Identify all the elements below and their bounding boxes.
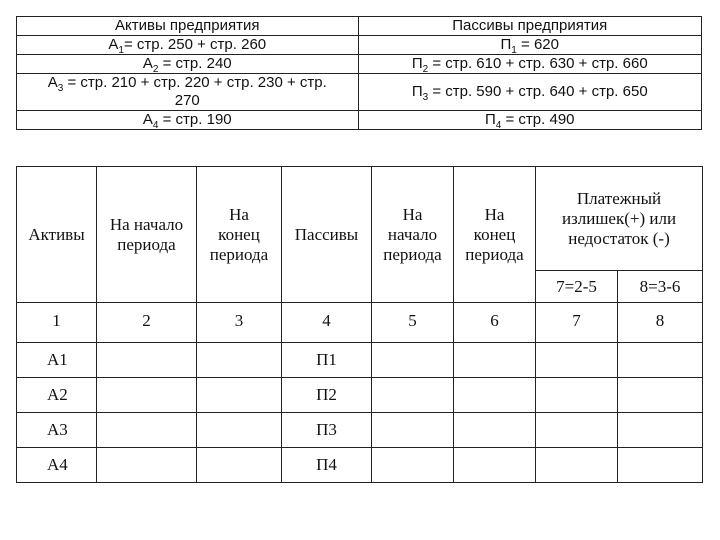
cell bbox=[536, 343, 618, 378]
cell bbox=[197, 378, 282, 413]
header-liab-start bbox=[372, 167, 454, 303]
table-row bbox=[17, 343, 703, 378]
a1-letter: А bbox=[108, 36, 119, 53]
cell bbox=[618, 343, 703, 378]
cell bbox=[97, 378, 197, 413]
p3-index: 3 bbox=[422, 92, 429, 103]
formula-row-3 bbox=[17, 74, 702, 111]
col-number-5: 5 bbox=[372, 303, 454, 343]
asset-formula-a1 bbox=[17, 36, 359, 55]
liability-label: П4 bbox=[282, 448, 372, 483]
a4-letter: А bbox=[142, 111, 153, 128]
header-liab-end-l1: На bbox=[484, 204, 505, 224]
cell bbox=[454, 378, 536, 413]
balance-table bbox=[16, 166, 703, 483]
liability-formula-p3 bbox=[358, 74, 702, 111]
cell bbox=[454, 448, 536, 483]
col-number-4: 4 bbox=[282, 303, 372, 343]
header-liab-start-l1: На bbox=[402, 204, 423, 224]
header-liab-end-l3: периода bbox=[465, 244, 524, 264]
header-assets: Активы bbox=[17, 167, 97, 303]
asset-formula-a4 bbox=[17, 111, 359, 130]
cell bbox=[97, 448, 197, 483]
table-row bbox=[17, 413, 703, 448]
header-surplus-l2: излишек(+) или bbox=[561, 208, 677, 228]
asset-label: А1 bbox=[17, 343, 97, 378]
cell bbox=[97, 343, 197, 378]
a1-formula: = стр. 250 + стр. 260 bbox=[123, 36, 267, 53]
cell bbox=[618, 448, 703, 483]
cell bbox=[454, 343, 536, 378]
header-assets-end-l3: периода bbox=[209, 244, 269, 264]
cell bbox=[536, 448, 618, 483]
cell bbox=[372, 343, 454, 378]
col-number-2: 2 bbox=[97, 303, 197, 343]
header-liab-start-l3: периода bbox=[383, 244, 442, 264]
cell bbox=[372, 448, 454, 483]
cell bbox=[372, 413, 454, 448]
header-assets-end bbox=[197, 167, 282, 303]
asset-formula-a3 bbox=[17, 74, 359, 111]
p2-formula: = стр. 610 + стр. 630 + стр. 660 bbox=[428, 55, 648, 72]
column-number-row bbox=[17, 303, 703, 343]
liability-label: П2 bbox=[282, 378, 372, 413]
cell bbox=[97, 413, 197, 448]
header-liab-start-l2: начало bbox=[387, 224, 438, 244]
p1-letter: П bbox=[500, 36, 512, 53]
p3-formula: = стр. 590 + стр. 640 + стр. 650 bbox=[428, 83, 648, 100]
p4-letter: П bbox=[484, 111, 496, 128]
cell bbox=[536, 378, 618, 413]
a3-index: 3 bbox=[57, 83, 64, 94]
asset-label: А2 bbox=[17, 378, 97, 413]
liability-label: П3 bbox=[282, 413, 372, 448]
p1-index: 1 bbox=[511, 45, 517, 56]
a1-index: 1 bbox=[118, 45, 124, 56]
p2-index: 2 bbox=[422, 64, 429, 75]
asset-formula-a2 bbox=[17, 55, 359, 74]
a3-letter: А bbox=[47, 74, 58, 91]
header-assets-end-l1: На bbox=[229, 204, 249, 224]
liability-formula-p2 bbox=[358, 55, 702, 74]
col-number-1: 1 bbox=[17, 303, 97, 343]
asset-label: А4 bbox=[17, 448, 97, 483]
a4-index: 4 bbox=[152, 120, 159, 131]
cell bbox=[197, 413, 282, 448]
a3-formula-continuation: 270 bbox=[174, 92, 200, 109]
table-row bbox=[17, 448, 703, 483]
header-surplus-l3: недостаток (-) bbox=[568, 228, 670, 248]
a3-formula: = стр. 210 + стр. 220 + стр. 230 + стр. bbox=[63, 74, 327, 91]
liability-formula-p4 bbox=[358, 111, 702, 130]
header-liab-end-l2: конец bbox=[473, 224, 516, 244]
formula-row-1 bbox=[17, 36, 702, 55]
liability-label: П1 bbox=[282, 343, 372, 378]
p3-letter: П bbox=[411, 83, 423, 100]
balance-header-row bbox=[17, 167, 703, 271]
assets-header: Активы предприятия bbox=[17, 17, 359, 36]
col-number-6: 6 bbox=[454, 303, 536, 343]
header-liabilities: Пассивы bbox=[282, 167, 372, 303]
header-surplus-end: 8=3-6 bbox=[618, 271, 703, 303]
cell bbox=[372, 378, 454, 413]
cell bbox=[618, 378, 703, 413]
p2-letter: П bbox=[411, 55, 423, 72]
header-assets-end-l2: конец bbox=[218, 224, 260, 244]
liabilities-header: Пассивы предприятия bbox=[358, 17, 702, 36]
header-surplus-l1: Платежный bbox=[576, 188, 662, 208]
header-assets-start bbox=[97, 167, 197, 303]
cell bbox=[197, 448, 282, 483]
cell bbox=[536, 413, 618, 448]
p4-formula: = стр. 490 bbox=[501, 111, 575, 128]
col-number-8: 8 bbox=[618, 303, 703, 343]
cell bbox=[454, 413, 536, 448]
header-surplus-start: 7=2-5 bbox=[536, 271, 618, 303]
col-number-3: 3 bbox=[197, 303, 282, 343]
table-row bbox=[17, 378, 703, 413]
formula-table bbox=[16, 16, 702, 130]
a2-letter: А bbox=[142, 55, 153, 72]
col-number-7: 7 bbox=[536, 303, 618, 343]
formula-row-4 bbox=[17, 111, 702, 130]
p4-index: 4 bbox=[495, 120, 502, 131]
cell bbox=[197, 343, 282, 378]
header-assets-start-l1: На начало bbox=[109, 214, 184, 234]
asset-label: А3 bbox=[17, 413, 97, 448]
liability-formula-p1 bbox=[358, 36, 702, 55]
cell bbox=[618, 413, 703, 448]
a2-index: 2 bbox=[152, 64, 159, 75]
p1-formula: = 620 bbox=[516, 36, 559, 53]
header-surplus bbox=[536, 167, 703, 271]
header-liab-end bbox=[454, 167, 536, 303]
a4-formula: = стр. 190 bbox=[158, 111, 232, 128]
formula-row-2 bbox=[17, 55, 702, 74]
formula-header-row bbox=[17, 17, 702, 36]
header-assets-start-l2: периода bbox=[117, 234, 176, 254]
a2-formula: = стр. 240 bbox=[158, 55, 232, 72]
